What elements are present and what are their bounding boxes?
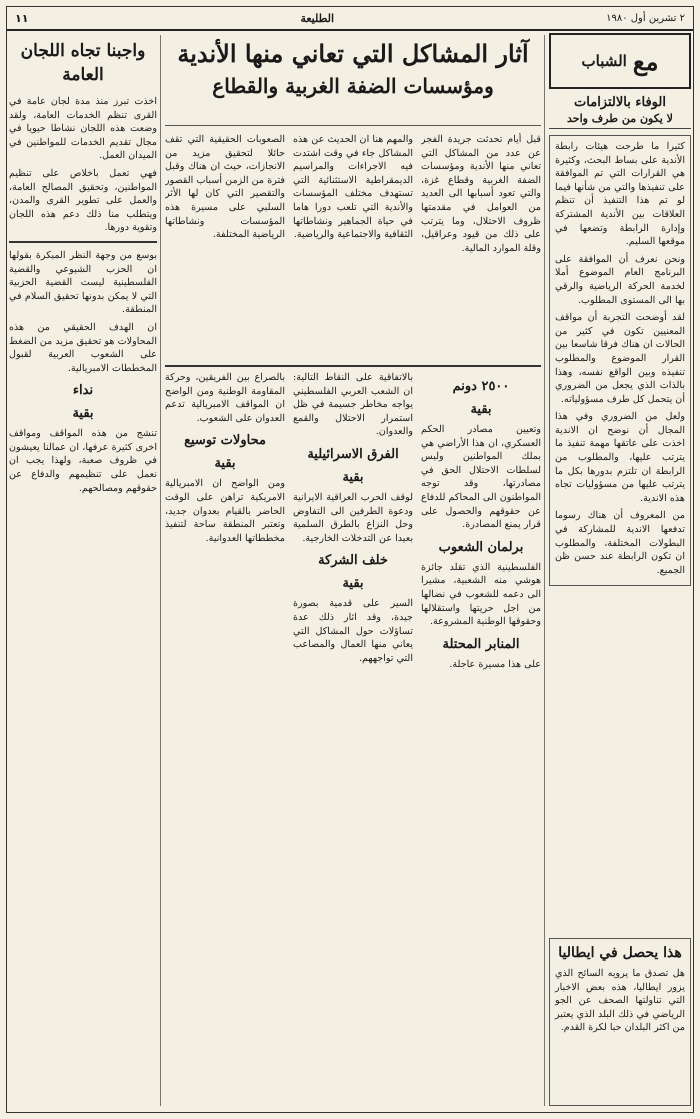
- story-text: على هذا مسيرة عاجلة.: [449, 658, 541, 670]
- main-story-text: والمهم هنا ان الحديث عن هذه المشاكل جاء في وقت اشتدت فيه الاجراءات والمراسيم الديمقراطية الاستثنائية التي تستهدف مختلف المؤسسات والأندية التي تلعب دورا هاما في حياة الجماهير ونشاطاتها الثقافية والاجتماعية والرياضية.: [293, 134, 413, 241]
- story-headline: محاولات توسيع: [184, 433, 266, 449]
- story-continued: بقية: [342, 576, 364, 592]
- youth-article: [549, 135, 691, 586]
- story-text: السير على قدمية بصورة جيدة، وقد اثار ذلك عدة تساؤلات حول المشاكل التي يعاني منها العمال والمصاعب التي تواجههم.: [293, 598, 413, 664]
- story-headline: خلف الشركة: [318, 553, 388, 569]
- left-column: [9, 33, 157, 1108]
- center-section: [165, 33, 541, 1108]
- story-continued: بقية: [214, 456, 236, 472]
- left-paragraph: بوسع من وجهة النظر المبكرة بقولها ان الحزب الشيوعي والقضية الفلسطينية ليست القضية الحزبية التي لا يمكن بدونها تحقيق السلام في المنطقة.: [9, 249, 157, 316]
- story-text: ومن الواضح ان الامبريالية الامريكية تراهن على الوقت الحاضر بالقيام بعدوان جديد، وتعتبر المنطقة ساحة لتنفيذ مخططاتها العدوانية.: [165, 478, 285, 544]
- story-headline: المنابر المحتلة: [442, 636, 520, 652]
- main-headline: [165, 37, 541, 126]
- story-text: الفلسطينية الذي تقلد جائزة هوشي منه الشعبية، مشيرا الى دعمه للشعوب في نضالها من اجل حريتها واستقلالها وحقوقها الوطنية المشروعة.: [421, 561, 541, 628]
- italy-headline: هذا يحصل في ايطاليا: [558, 945, 682, 961]
- main-story-text: الصعوبات الحقيقية التي تقف حائلا لتحقيق مزيد من الانجازات، حيث ان هناك وقبل فترة من الزمن أسباب القصور والتقصير التي كان لها الأثر السلبي على مسيرة هذه المؤسسات ونشاطاتها الرياضية المختلفة.: [165, 134, 285, 241]
- story-continued: بقية: [342, 469, 364, 485]
- italy-box: [549, 938, 691, 1106]
- youth-column: [549, 33, 691, 1108]
- story-text: وتعيين مصادر الحكم العسكري، ان هذا الأراضي هي بملك المواطنين وليس لسلطات الاحتلال الحق في مصادرتها، وقد توجه المواطنون الى المحاكم للدفاع عن حقوقهم والحصول على قرار يمنع المصادرة.: [421, 424, 541, 531]
- page-number: ١١: [15, 11, 29, 25]
- main-headline-line1: آثار المشاكل التي تعاني منها الأندية: [177, 39, 529, 68]
- lower-col-right: [421, 371, 541, 1108]
- youth-subheadline: لا يكون من طرف واحد: [549, 112, 691, 129]
- left-paragraph: ان الهدف الحقيقي من هذه المحاولات هو تحقيق مزيد من الضغط على الشعوب العربية لقبول المخططات الامبريالية.: [9, 321, 157, 374]
- story-text: لوقف الحرب العراقية الايرانية ودعوة الطرفين الى التفاوض وحل النزاع بالطرق السلمية بعيدا عن التدخلات الخارجية.: [293, 491, 413, 544]
- left-paragraph: اخذت تبرز منذ مدة لجان عامة في القرى تنظم الخدمات العامة، ولقد وضعت هذه اللجان نشاطا حيويا في مجال تقديم الخدمات للمواطنين في الميدان العمل.: [9, 96, 157, 162]
- story-text: بالاتفاقية على النقاط التالية: ان الشعب العربي الفلسطيني يواجه مخاطر جسيمة في ظل استمرار الاحتلال والقمع والعدوان.: [293, 372, 413, 438]
- youth-headline: الوفاء بالالتزامات: [574, 95, 666, 110]
- youth-paragraph: كثيرا ما طرحت هيئات رابطة الأندية على بساط البحث، وكثيرة هي القرارات التي تم الموافقة على تنفيذها والتي من شأنها فيما لو تم هذا التنفيذ أن تنظم العلاقات بين الأندية المشتركة وإدارة الرابطة وتضعها في موقعها السليم.: [555, 141, 685, 248]
- issue-date: ٢ تشرين أول ١٩٨٠: [606, 12, 685, 24]
- main-story-col: [421, 133, 541, 361]
- masthead: [7, 7, 693, 31]
- story-headline: برلمان الشعوب: [438, 539, 524, 555]
- story-continued: بقية: [470, 402, 492, 417]
- main-story-col: [165, 133, 285, 361]
- newspaper-page: [6, 6, 694, 1113]
- paper-name: الطليعة: [300, 11, 335, 25]
- column-rule: [160, 35, 161, 1106]
- section-divider: [9, 241, 157, 243]
- youth-paragraph: لقد أوضحت التجربة أن مواقف المعنيين تكون في كثير من الحالات ان هناك فرقا شاسعا بين القرار الموضوع والمطلوب تنفيذه وبين الواقع نفسه، وهذا بالذات الذي يجعل من الضروري أن يتحمل كل طرف مسؤولياته.: [555, 312, 685, 405]
- youth-paragraph: من المعروف أن هناك رسوما تدفعها الاندية للمشاركة في البطولات المختلفة، والمطلوب ان تكون الرابطة عند حسن ظن الجميع.: [555, 510, 685, 576]
- story-text: بالصراع بين الفريقين، وحركة المقاومة الوطنية ومن الواضح ان المواقف الامبريالية تدعم العدوان على الشعوب.: [165, 372, 285, 424]
- lower-col-left: [165, 371, 285, 1108]
- youth-paragraph: ونحن نعرف أن الموافقة على البرنامج العام الموضوع أملا لخدمة الحركة الرياضية والرقي بها الى المستوى المطلوب.: [555, 253, 685, 306]
- column-rule: [544, 35, 545, 1106]
- lower-stories: [165, 371, 541, 1108]
- story-headline: ٢٥٠٠ دونم: [452, 379, 510, 394]
- youth-section-title: الشباب: [581, 52, 627, 70]
- youth-section-box: [549, 33, 691, 89]
- italy-paragraph: هل تصدق ما يرويه السائح الذي يزور ايطاليا، هذه بعض الاخبار التي تناولتها الصحف عن الجو الرياضي في ذلك البلد الذي يعتبر من اكثر البلدان حبا لكرة القدم.: [555, 968, 685, 1034]
- section-divider: [165, 365, 541, 367]
- story-headline: الفرق الاسرائيلية: [307, 446, 399, 462]
- main-headline-line2: ومؤسسات الضفة الغربية والقطاع: [212, 74, 494, 98]
- story-continued: بقية: [72, 406, 94, 422]
- left-paragraph: فهي تعمل باخلاص على تنظيم المواطنين، وتحقيق المصالح العامة، والعمل على تطوير القرى والمدن، ويتطلب منا ذلك دعم هذه اللجان وتقوية دورها.: [9, 167, 157, 234]
- youth-paragraph: ولعل من الضروري وفي هذا المجال أن نوضح ان الاندية اخذت على عاتقها مهمة تنفيذ ما يترتب عليها، والمطلوب من الرابطة ان تلتزم بدورها بكل ما يترتب عليها من مسؤوليات تجاه هذه الاندية.: [555, 411, 685, 504]
- youth-with-label: مع: [632, 46, 659, 76]
- lower-col-middle: [293, 371, 413, 1108]
- main-story: [165, 133, 541, 361]
- left-headline: واجبنا تجاه اللجان العامة: [20, 41, 146, 85]
- main-story-text: قبل أيام تحدثت جريدة الفجر عن عدد من المشاكل التي تعاني منها الأندية ومؤسسات الضفة الغربية وقطاع غزة، والتي تعود أسبابها الى العديد من العوامل في مقدمتها ظروف الاحتلال، وما يترتب على ذلك من قيود وعراقيل، وقلة الموارد المالية.: [421, 134, 541, 254]
- story-headline: نداء: [72, 383, 94, 399]
- left-paragraph: تنشج من هذه المواقف ومواقف اخرى كثيرة عرفها، ان عمالنا يعيشون في ظروف صعبة، ولهذا يجب ان نعمل على تنظيمهم والدفاع عن حقوقهم ومصالحهم.: [9, 428, 157, 494]
- main-story-col: [293, 133, 413, 361]
